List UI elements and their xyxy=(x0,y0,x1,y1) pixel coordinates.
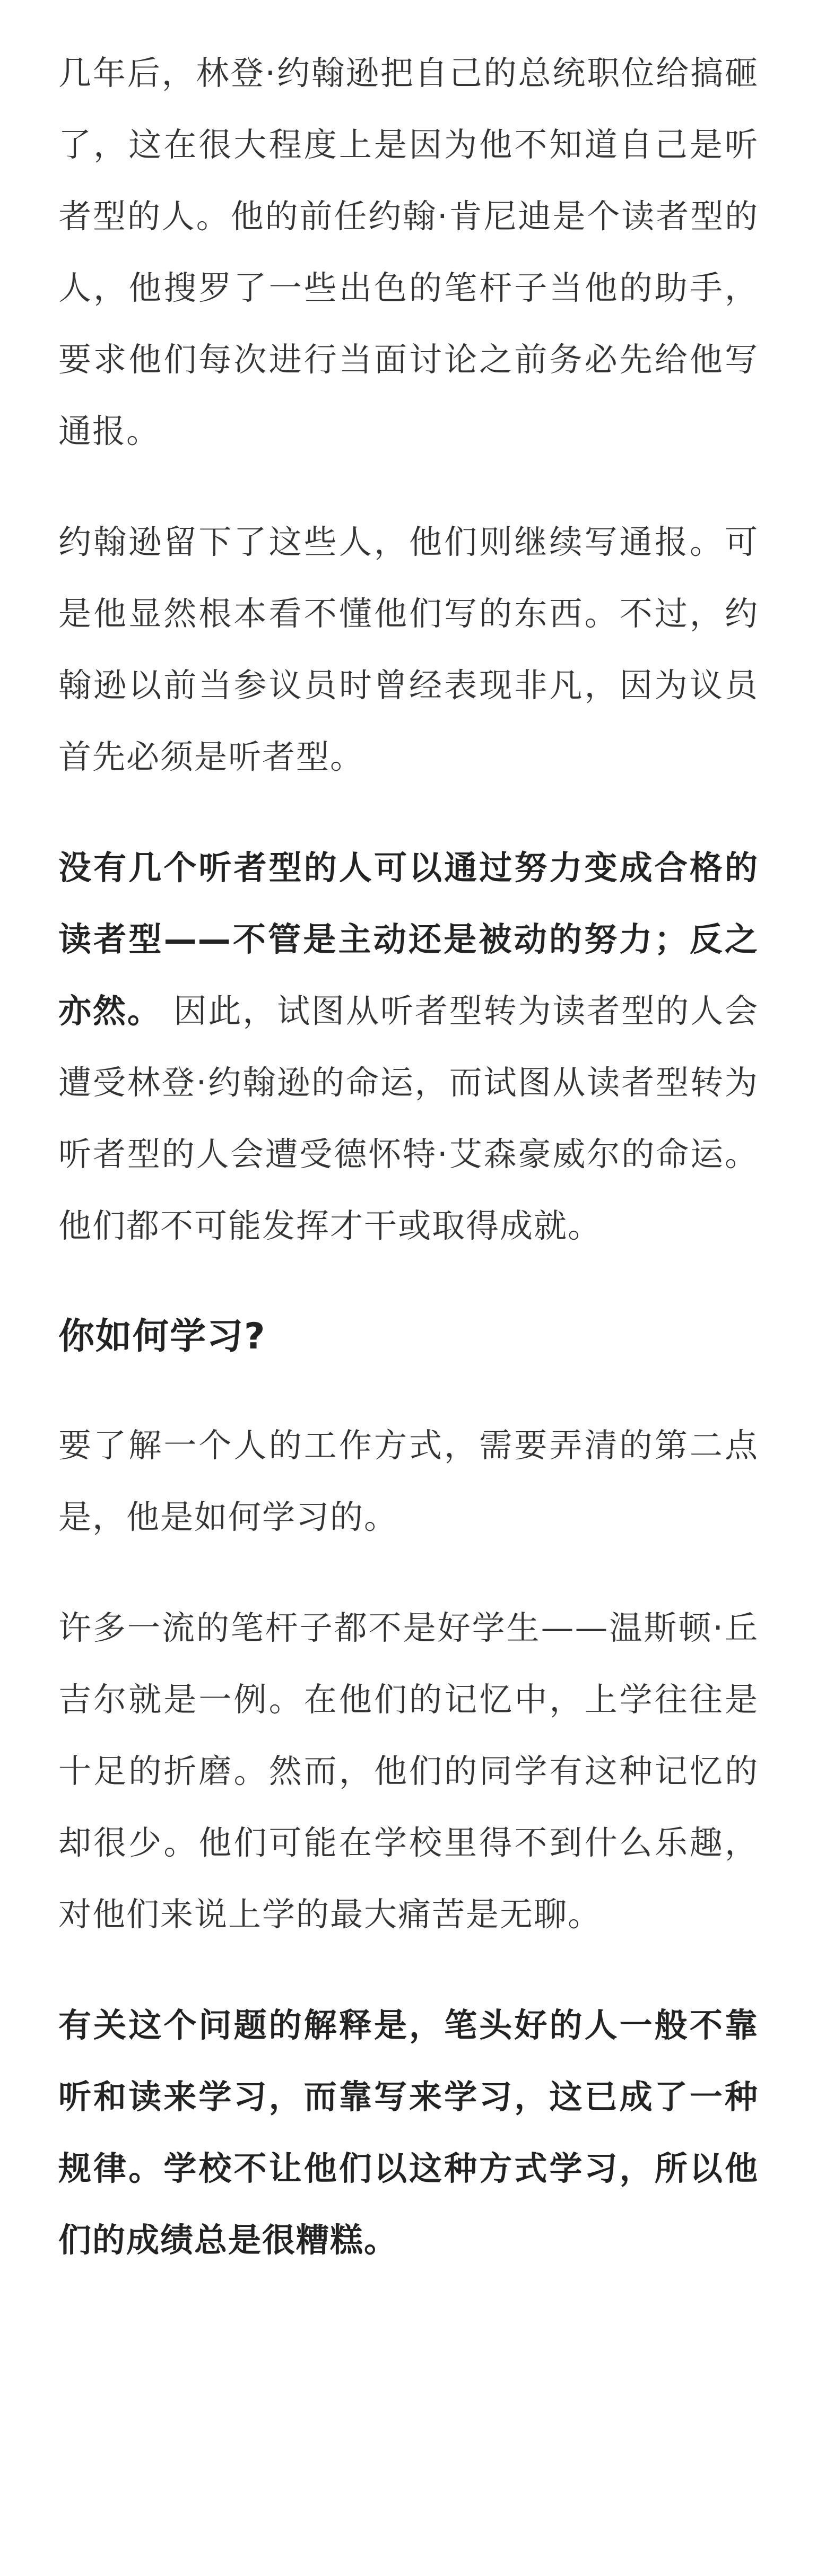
bold-emphasis: 没有几个听者型的人可以通过努力变成合格的读者型——不管是主动还是被动的努力；反之亦然。 xyxy=(58,848,759,1030)
paragraph-learn-by-writing: 有关这个问题的解释是，笔头好的人一般不靠听和读来学习，而靠写来学习，这已成了一种规律。学校不让他们以这种方式学习，所以他们的成绩总是很糟糕。 xyxy=(58,2006,759,2259)
paragraph-listener-reader xyxy=(58,832,759,1261)
paragraph-johnson-briefings: 约翰逊留下了这些人，他们则继续写通报。可是他显然根本看不懂他们写的东西。不过，约翰逊以前当参议员时曾经表现非凡，因为议员首先必须是听者型。 xyxy=(58,523,759,776)
paragraph-writers-students: 许多一流的笔杆子都不是好学生——温斯顿·丘吉尔就是一例。在他们的记忆中，上学往往是十足的折磨。然而，他们的同学有这种记忆的却很少。他们可能在学校里得不到什么乐趣，对他们来说上学的最大痛苦是无聊。 xyxy=(58,1608,759,1934)
paragraph-how-learn: 要了解一个人的工作方式，需要弄清的第二点是，他是如何学习的。 xyxy=(58,1426,759,1536)
section-heading: 你如何学习? xyxy=(58,1316,266,1357)
paragraph-text: 因此，试图从听者型转为读者型的人会遭受林登·约翰逊的命运，而试图从读者型转为听者型的人会遭受德怀特·艾森豪威尔的命运。他们都不可能发挥才干或取得成就。 xyxy=(58,991,759,1245)
paragraph-johnson-presidency: 几年后，林登·约翰逊把自己的总统职位给搞砸了，这在很大程度上是因为他不知道自己是听者型的人。他的前任约翰·肯尼迪是个读者型的人，他搜罗了一些出色的笔杆子当他的助手，要求他们每次进行当面讨论之前务必先给他写通报。 xyxy=(58,54,759,450)
